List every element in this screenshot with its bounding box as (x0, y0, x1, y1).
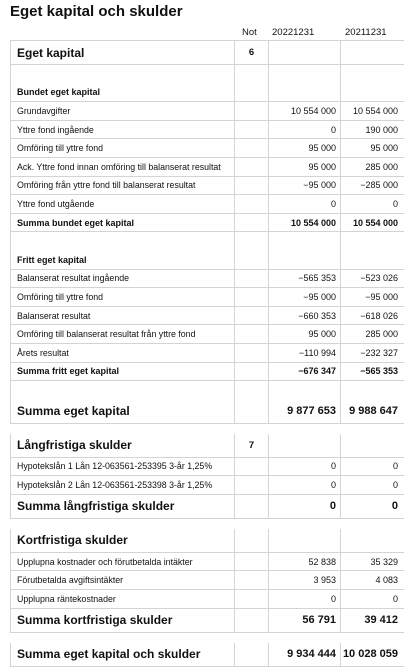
value-2021: 285 000 (340, 158, 404, 176)
row-label: Grundavgifter (10, 102, 234, 120)
value-2021: 10 554 000 (340, 214, 404, 232)
value-2022: 0 (268, 476, 340, 494)
table-row (10, 381, 404, 400)
row-label: Omföring till balanserat resultat från yttre fond (10, 325, 234, 343)
value-2021: −565 353 (340, 363, 404, 381)
row-label: Hypotekslån 2 Lån 12-063561-253398 3-år 1,25% (10, 476, 234, 494)
table-row (10, 363, 404, 382)
row-label: Yttre fond utgående (10, 195, 234, 213)
value-2021 (340, 41, 404, 64)
table-row (10, 476, 404, 495)
table-row (10, 121, 404, 140)
value-2022 (268, 84, 340, 102)
value-2021: 190 000 (340, 121, 404, 139)
value-2021: 4 083 (340, 571, 404, 589)
row-note (234, 214, 268, 232)
table-row (10, 139, 404, 158)
table-row (10, 458, 404, 477)
table-row (10, 65, 404, 84)
table-row (10, 41, 404, 65)
row-note (234, 571, 268, 589)
value-2021 (340, 251, 404, 269)
value-2021: 0 (340, 476, 404, 494)
row-label: Långfristiga skulder (10, 434, 234, 457)
header-year-2022: 20221231 (272, 27, 315, 38)
value-2022: 0 (268, 458, 340, 476)
table-row (10, 344, 404, 363)
value-2021: −232 327 (340, 344, 404, 362)
value-2021: −285 000 (340, 177, 404, 195)
row-label: Upplupna räntekostnader (10, 590, 234, 608)
value-2021: 0 (340, 495, 404, 518)
value-2022: −565 353 (268, 270, 340, 288)
table-row (10, 434, 404, 458)
row-label (10, 232, 234, 251)
row-note (234, 495, 268, 518)
table-row (10, 177, 404, 196)
header-year-2021: 20211231 (345, 27, 387, 38)
row-note (234, 307, 268, 325)
row-note (234, 139, 268, 157)
row-label: Yttre fond ingående (10, 121, 234, 139)
value-2021: 0 (340, 590, 404, 608)
balance-sheet-table (10, 40, 404, 667)
row-note (234, 65, 268, 84)
row-note (234, 195, 268, 213)
row-label: Balanserat resultat ingående (10, 270, 234, 288)
row-label: Summa bundet eget kapital (10, 214, 234, 232)
value-2022: 95 000 (268, 325, 340, 343)
spacer (10, 519, 404, 529)
row-label: Årets resultat (10, 344, 234, 362)
row-note (234, 102, 268, 120)
value-2021: 10 554 000 (340, 102, 404, 120)
value-2021 (340, 232, 404, 251)
value-2022 (268, 251, 340, 269)
value-2022: 95 000 (268, 158, 340, 176)
value-2022: −95 000 (268, 177, 340, 195)
value-2022 (268, 434, 340, 457)
row-note: 6 (234, 41, 268, 64)
value-2021: −618 026 (340, 307, 404, 325)
row-label: Förutbetalda avgiftsintäkter (10, 571, 234, 589)
row-note (234, 609, 268, 632)
value-2021: 95 000 (340, 139, 404, 157)
value-2022: 10 554 000 (268, 102, 340, 120)
row-label (10, 65, 234, 84)
row-note (234, 529, 268, 552)
row-label: Summa eget kapital och skulder (10, 643, 234, 666)
row-label: Bundet eget kapital (10, 84, 234, 102)
value-2021: 10 028 059 (340, 643, 404, 666)
row-label: Ack. Yttre fond innan omföring till balanserat resultat (10, 158, 234, 176)
value-2021 (340, 65, 404, 84)
row-note (234, 270, 268, 288)
table-row (10, 553, 404, 572)
row-label: Upplupna kostnader och förutbetalda intäkter (10, 553, 234, 571)
row-note (234, 458, 268, 476)
row-note: 7 (234, 434, 268, 457)
value-2022: 0 (268, 195, 340, 213)
page-title: Eget kapital och skulder (10, 3, 183, 20)
row-note (234, 363, 268, 381)
value-2021: −523 026 (340, 270, 404, 288)
value-2021 (340, 381, 404, 400)
value-2022: 9 934 444 (268, 643, 340, 666)
value-2022 (268, 529, 340, 552)
row-note (234, 643, 268, 666)
row-label (10, 381, 234, 400)
value-2021: −95 000 (340, 288, 404, 306)
value-2022: 9 877 653 (268, 400, 340, 423)
row-note (234, 325, 268, 343)
table-row (10, 232, 404, 251)
table-row (10, 195, 404, 214)
header-note: Not (242, 27, 257, 38)
value-2022: 10 554 000 (268, 214, 340, 232)
value-2022: 0 (268, 590, 340, 608)
row-note (234, 177, 268, 195)
value-2022 (268, 381, 340, 400)
value-2022: −676 347 (268, 363, 340, 381)
value-2022: 0 (268, 121, 340, 139)
value-2021 (340, 529, 404, 552)
table-row (10, 214, 404, 233)
table-row (10, 307, 404, 326)
table-row (10, 609, 404, 633)
row-note (234, 476, 268, 494)
value-2022 (268, 41, 340, 64)
value-2022: −660 353 (268, 307, 340, 325)
value-2022 (268, 65, 340, 84)
table-row (10, 325, 404, 344)
row-label: Balanserat resultat (10, 307, 234, 325)
table-row (10, 529, 404, 553)
row-label: Hypotekslån 1 Lån 12-063561-253395 3-år 1,25% (10, 458, 234, 476)
table-row (10, 270, 404, 289)
table-row (10, 400, 404, 424)
value-2022: 0 (268, 495, 340, 518)
row-label: Omföring till yttre fond (10, 288, 234, 306)
row-note (234, 381, 268, 400)
value-2022 (268, 232, 340, 251)
row-label: Kortfristiga skulder (10, 529, 234, 552)
row-label: Omföring till yttre fond (10, 139, 234, 157)
value-2021: 0 (340, 458, 404, 476)
value-2022: −95 000 (268, 288, 340, 306)
value-2021: 9 988 647 (340, 400, 404, 423)
row-note (234, 400, 268, 423)
row-label: Omföring från yttre fond till balanserat resultat (10, 177, 234, 195)
table-row (10, 158, 404, 177)
table-row (10, 288, 404, 307)
row-note (234, 121, 268, 139)
value-2021: 285 000 (340, 325, 404, 343)
value-2022: 95 000 (268, 139, 340, 157)
value-2022: 52 838 (268, 553, 340, 571)
table-row (10, 251, 404, 270)
row-note (234, 84, 268, 102)
spacer (10, 633, 404, 643)
row-note (234, 232, 268, 251)
row-label: Summa långfristiga skulder (10, 495, 234, 518)
spacer (10, 424, 404, 434)
table-row (10, 102, 404, 121)
value-2021 (340, 434, 404, 457)
value-2021: 35 329 (340, 553, 404, 571)
table-row (10, 84, 404, 103)
value-2021: 39 412 (340, 609, 404, 632)
table-row (10, 571, 404, 590)
table-row (10, 495, 404, 519)
row-note (234, 251, 268, 269)
row-note (234, 344, 268, 362)
value-2021: 0 (340, 195, 404, 213)
row-label: Eget kapital (10, 41, 234, 64)
value-2021 (340, 84, 404, 102)
value-2022: −110 994 (268, 344, 340, 362)
value-2022: 56 791 (268, 609, 340, 632)
row-label: Summa fritt eget kapital (10, 363, 234, 381)
table-row (10, 643, 404, 667)
value-2022: 3 953 (268, 571, 340, 589)
row-note (234, 553, 268, 571)
row-label: Summa kortfristiga skulder (10, 609, 234, 632)
row-label: Summa eget kapital (10, 400, 234, 423)
row-label: Fritt eget kapital (10, 251, 234, 269)
row-note (234, 288, 268, 306)
row-note (234, 158, 268, 176)
table-row (10, 590, 404, 609)
row-note (234, 590, 268, 608)
